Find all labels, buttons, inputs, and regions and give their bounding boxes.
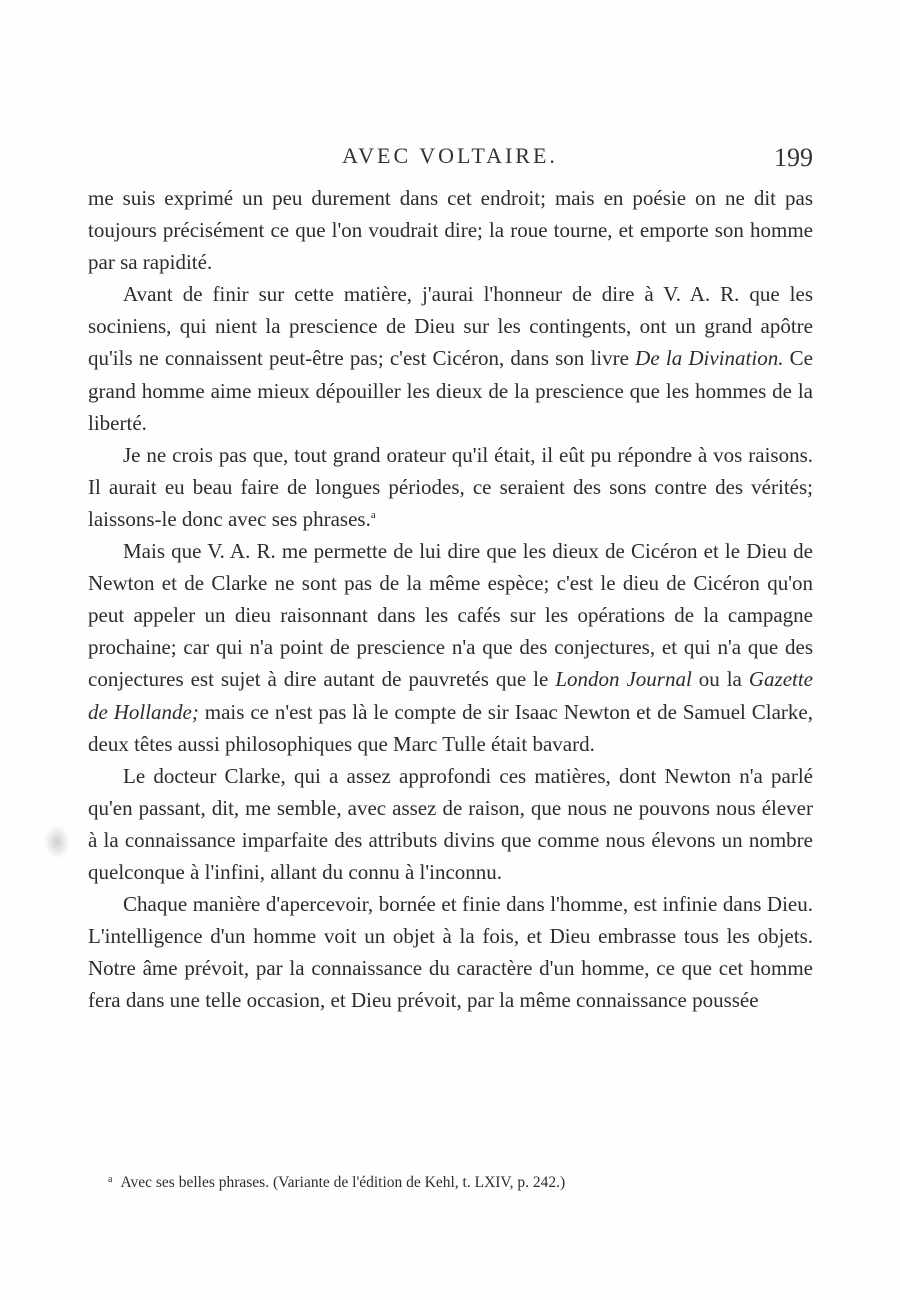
title-london-journal: London Journal <box>555 667 692 692</box>
paragraph-2 <box>88 278 813 438</box>
page-number: 199 <box>774 143 813 172</box>
paragraph-4 <box>88 535 813 760</box>
footnote-reference: a <box>370 508 376 521</box>
margin-smudge <box>44 825 70 859</box>
paragraph-3 <box>88 439 813 535</box>
paragraph-3-text: Je ne crois pas que, tout grand orateur qu'il était, il eût pu répondre à vos raisons. Il aurait eu beau faire de longues périodes, ce seraient des sons contre des vérités; laissons-le donc avec ses phrases. <box>88 442 813 531</box>
paragraph-6-text: Chaque manière d'apercevoir, bornée et finie dans l'homme, est infinie dans Dieu. L'intelligence d'un homme voit un objet à la fois, et Dieu embrasse tous les objets. Notre âme prévoit, par la connaissance du caractère d'un homme, ce que cet homme fera dans une telle occasion, et Dieu prévoit, par la même connaissance poussée <box>88 892 813 1013</box>
paragraph-2-text-b: Ce grand homme aime mieux dépouiller les dieux de la prescience que les hommes de la liberté. <box>88 346 813 435</box>
paragraph-1-text: me suis exprimé un peu durement dans cet endroit; mais en poésie on ne dit pas toujours précisément ce que l'on voudrait dire; la roue tourne, et emporte son homme par sa rapidité. <box>88 186 813 275</box>
paragraph-5 <box>88 760 813 888</box>
book-title-de-la-divination: De la Divination. <box>635 346 784 371</box>
running-title: AVEC VOLTAIRE. <box>342 143 558 168</box>
paragraph-2-text-a: Avant de finir sur cette matière, j'aurai l'honneur de dire à V. A. R. que les sociniens, qui nient la prescience de Dieu sur les contingents, ont un grand apôtre qu'ils ne connaissent peut-être pas; c'est Cicéron, dans son livre <box>88 282 813 371</box>
paragraph-1 <box>88 182 813 278</box>
footnote <box>108 1168 808 1195</box>
title-gazette-de-hollande: Gazette de Hollande; <box>88 667 814 724</box>
paragraph-4-text-b: ou la <box>691 667 749 692</box>
footnote-marker: a <box>108 1174 113 1185</box>
paragraph-6 <box>88 888 813 1016</box>
paragraph-5-text: Le docteur Clarke, qui a assez approfondi ces matières, dont Newton n'a parlé qu'en passant, dit, me semble, avec assez de raison, que nous ne pouvons nous élever à la connaissance imparfaite des attributs divins que comme nous élevons un nombre quelconque à l'infini, allant du connu à l'inconnu. <box>88 763 813 884</box>
paragraph-4-text-a: Mais que V. A. R. me permette de lui dire que les dieux de Cicéron et le Dieu de Newton et de Clarke ne sont pas de la même espèce; c'est le dieu de Cicéron qu'on peut appeler un dieu raisonnant dans les cafés sur les opérations de la campagne prochaine; car qui n'a point de prescience n'a que des conjectures, et qui n'a que des conjectures est sujet à dire autant de pauvretés que le <box>88 539 813 692</box>
body-text <box>88 182 813 1016</box>
paragraph-4-text-c: mais ce n'est pas là le compte de sir Isaac Newton et de Samuel Clarke, deux têtes aussi philosophiques que Marc Tulle était bavard. <box>88 699 813 756</box>
running-head <box>0 141 900 171</box>
footnote-text: Avec ses belles phrases. (Variante de l'édition de Kehl, t. LXIV, p. 242.) <box>120 1174 566 1191</box>
